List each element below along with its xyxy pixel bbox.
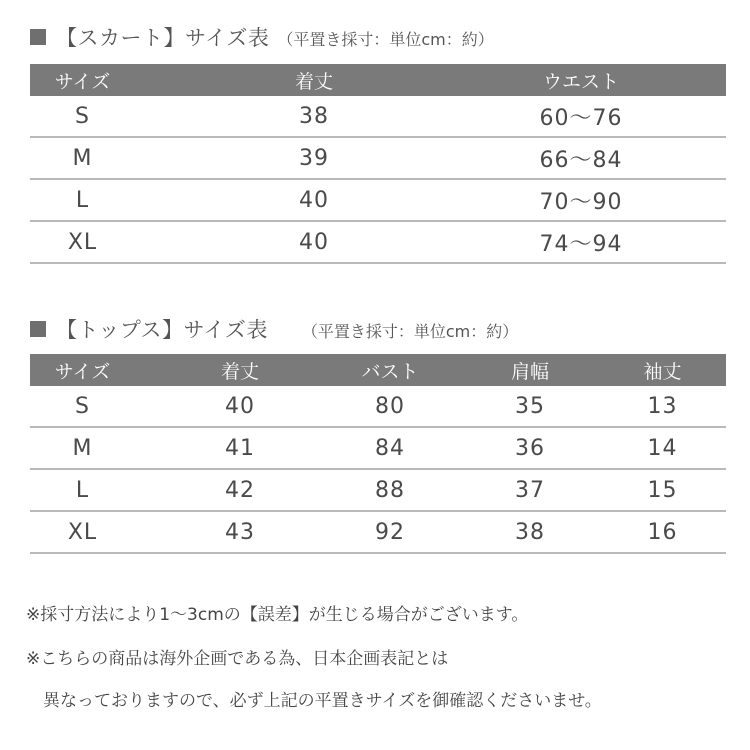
- bust-cell: 80: [375, 393, 405, 419]
- table-row: [30, 386, 726, 428]
- skirt-size-table: [30, 64, 726, 264]
- length-cell: 40: [299, 229, 329, 255]
- tops-title: 【トップス】サイズ表: [56, 318, 268, 342]
- size-cell: XL: [67, 519, 98, 545]
- table-header: [30, 64, 726, 96]
- table-row: [30, 222, 726, 264]
- table-row: [30, 428, 726, 470]
- header-sleeve: 袖丈: [643, 360, 682, 383]
- header-bust: バスト: [361, 360, 419, 383]
- bust-cell: 88: [375, 477, 405, 503]
- shoulder-cell: 35: [515, 393, 545, 419]
- size-cell: M: [72, 145, 93, 171]
- length-cell: 39: [299, 145, 329, 171]
- length-cell: 40: [225, 393, 255, 419]
- header-size: サイズ: [54, 360, 111, 383]
- table-row: [30, 138, 726, 180]
- note-overseas-product: ※こちらの商品は海外企画である為、日本企画表記とは: [26, 649, 449, 669]
- sleeve-cell: 16: [647, 519, 678, 545]
- length-cell: 41: [225, 435, 255, 461]
- size-cell: S: [75, 103, 90, 129]
- length-cell: 40: [299, 187, 329, 213]
- header-length: 着丈: [294, 70, 333, 93]
- waist-cell: 70〜90: [539, 189, 623, 215]
- sleeve-cell: 15: [647, 477, 678, 503]
- skirt-section-title: [30, 22, 494, 52]
- shoulder-cell: 38: [515, 519, 545, 545]
- square-bullet-icon: [30, 321, 46, 337]
- size-cell: M: [72, 435, 93, 461]
- length-cell: 38: [299, 103, 329, 129]
- size-cell: S: [75, 393, 90, 419]
- tops-measure-note: （平置き採寸：単位cm：約）: [301, 322, 519, 341]
- tops-section-title: [30, 314, 518, 344]
- length-cell: 42: [225, 477, 255, 503]
- size-cell: L: [75, 477, 90, 503]
- table-row: [30, 512, 726, 554]
- table-row: [30, 180, 726, 222]
- table-row: [30, 470, 726, 512]
- waist-cell: 60〜76: [539, 105, 623, 131]
- header-waist: ウエスト: [542, 70, 619, 93]
- note-check-size: 異なっておりますので、必ず上記の平置きサイズを御確認くださいませ。: [26, 691, 602, 711]
- shoulder-cell: 37: [515, 477, 545, 503]
- sleeve-cell: 14: [647, 435, 678, 461]
- header-shoulder: 肩幅: [510, 360, 549, 383]
- waist-cell: 66〜84: [539, 147, 623, 173]
- header-size: サイズ: [54, 70, 111, 93]
- shoulder-cell: 36: [515, 435, 545, 461]
- header-length: 着丈: [220, 360, 259, 383]
- length-cell: 43: [225, 519, 255, 545]
- waist-cell: 74〜94: [539, 231, 623, 257]
- size-cell: XL: [67, 229, 98, 255]
- size-cell: L: [75, 187, 90, 213]
- bust-cell: 84: [375, 435, 405, 461]
- tops-size-table: [30, 354, 726, 554]
- skirt-title: 【スカート】サイズ表: [56, 26, 270, 50]
- table-row: [30, 96, 726, 138]
- skirt-measure-note: （平置き採寸：単位cm：約）: [277, 30, 494, 49]
- sleeve-cell: 13: [647, 393, 678, 419]
- table-header: [30, 354, 726, 386]
- bust-cell: 92: [375, 519, 405, 545]
- square-bullet-icon: [30, 29, 46, 45]
- note-measurement-error: ※採寸方法により1〜3cmの【誤差】が生じる場合がございます。: [26, 605, 529, 625]
